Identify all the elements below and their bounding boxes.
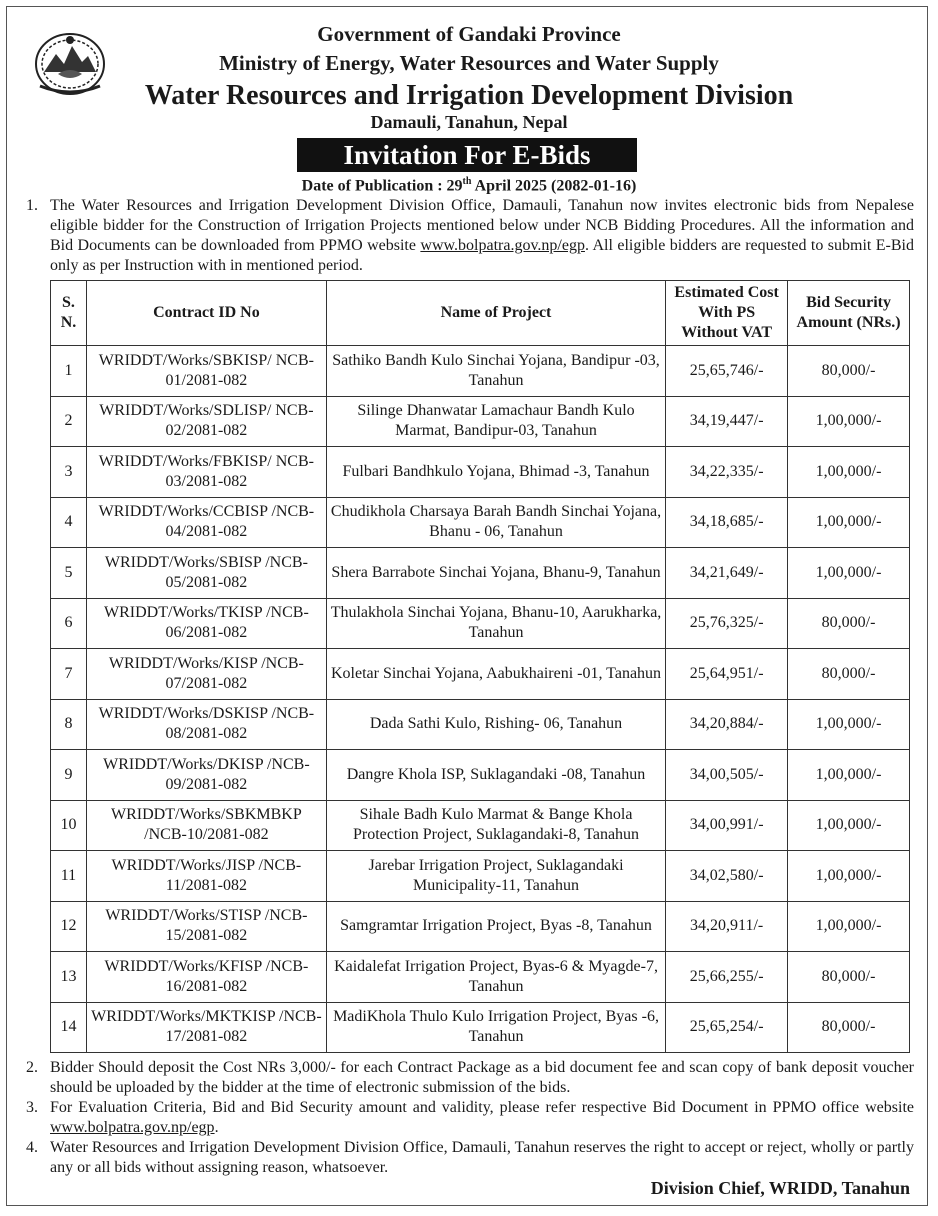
- cell-cost: 25,65,254/-: [666, 1002, 788, 1053]
- cell-security: 80,000/-: [788, 598, 910, 649]
- header-contract-id: Contract ID No: [86, 281, 326, 346]
- cell-project-name: MadiKhola Thulo Kulo Irrigation Project, Byas -6, Tanahun: [326, 1002, 665, 1053]
- table-row: [51, 952, 910, 1003]
- cell-security: 80,000/-: [788, 649, 910, 700]
- header-project-name: Name of Project: [326, 281, 665, 346]
- cell-cost: 25,66,255/-: [666, 952, 788, 1003]
- table-row: [51, 800, 910, 851]
- paragraph-2: 2. Bidder Should deposit the Cost NRs 3,000/- for each Contract Package as a bid document fee and scan copy of bank deposit voucher should be uploaded by the bidder at the time of electronic submission of the bids.: [26, 1059, 914, 1096]
- cell-sn: 9: [51, 750, 87, 801]
- publication-date: Date of Publication : 29th April 2025 (2082-01-16): [301, 176, 637, 195]
- cell-project-name: Samgramtar Irrigation Project, Byas -8, Tanahun: [326, 901, 665, 952]
- cell-cost: 25,64,951/-: [666, 649, 788, 700]
- table-row: [51, 750, 910, 801]
- header-sn: S. N.: [51, 281, 87, 346]
- table-row: [51, 699, 910, 750]
- cell-contract-id: WRIDDT/Works/SDLISP/ NCB-02/2081-082: [86, 396, 326, 447]
- ppmo-link-2[interactable]: www.bolpatra.gov.np/egp: [50, 1119, 215, 1136]
- cell-contract-id: WRIDDT/Works/STISP /NCB-15/2081-082: [86, 901, 326, 952]
- header-ministry: Ministry of Energy, Water Resources and Water Supply: [219, 51, 719, 75]
- cell-project-name: Shera Barrabote Sinchai Yojana, Bhanu-9, Tanahun: [326, 548, 665, 599]
- cell-security: 80,000/-: [788, 346, 910, 397]
- cell-project-name: Chudikhola Charsaya Barah Bandh Sinchai Yojana, Bhanu - 06, Tanahun: [326, 497, 665, 548]
- table-row: [51, 447, 910, 498]
- cell-sn: 2: [51, 396, 87, 447]
- cell-sn: 6: [51, 598, 87, 649]
- cell-security: 80,000/-: [788, 952, 910, 1003]
- cell-cost: 34,18,685/-: [666, 497, 788, 548]
- header-government: Government of Gandaki Province: [317, 22, 621, 46]
- cell-cost: 34,19,447/-: [666, 396, 788, 447]
- bids-table: [50, 280, 910, 1053]
- table-row: [51, 396, 910, 447]
- header-bid-security: Bid Security Amount (NRs.): [788, 281, 910, 346]
- cell-cost: 34,20,911/-: [666, 901, 788, 952]
- cell-contract-id: WRIDDT/Works/FBKISP/ NCB-03/2081-082: [86, 447, 326, 498]
- cell-contract-id: WRIDDT/Works/KISP /NCB-07/2081-082: [86, 649, 326, 700]
- cell-project-name: Kaidalefat Irrigation Project, Byas-6 & Myagde-7, Tanahun: [326, 952, 665, 1003]
- cell-contract-id: WRIDDT/Works/CCBISP /NCB-04/2081-082: [86, 497, 326, 548]
- signature: Division Chief, WRIDD, Tanahun: [650, 1178, 910, 1198]
- table-row: [51, 901, 910, 952]
- cell-contract-id: WRIDDT/Works/KFISP /NCB-16/2081-082: [86, 952, 326, 1003]
- cell-security: 1,00,000/-: [788, 699, 910, 750]
- cell-project-name: Sathiko Bandh Kulo Sinchai Yojana, Bandipur -03, Tanahun: [326, 346, 665, 397]
- paragraph-4: 4. Water Resources and Irrigation Development Division Office, Damauli, Tanahun reserves the right to accept or reject, wholly or partly any or all bids without assigning reason, whatsoever.: [26, 1139, 914, 1176]
- cell-security: 1,00,000/-: [788, 851, 910, 902]
- cell-sn: 3: [51, 447, 87, 498]
- table-row: [51, 1002, 910, 1053]
- cell-sn: 10: [51, 800, 87, 851]
- cell-sn: 12: [51, 901, 87, 952]
- cell-cost: 34,20,884/-: [666, 699, 788, 750]
- cell-security: 80,000/-: [788, 1002, 910, 1053]
- cell-security: 1,00,000/-: [788, 548, 910, 599]
- cell-cost: 25,76,325/-: [666, 598, 788, 649]
- cell-security: 1,00,000/-: [788, 497, 910, 548]
- cell-sn: 4: [51, 497, 87, 548]
- cell-project-name: Jarebar Irrigation Project, Suklagandaki Municipality-11, Tanahun: [326, 851, 665, 902]
- paragraph-3: 3. For Evaluation Criteria, Bid and Bid Security amount and validity, please refer respective Bid Document in PPMO office website www.bolpatra.gov.np/egp.: [26, 1099, 914, 1136]
- header-division: Water Resources and Irrigation Development Division: [144, 80, 794, 111]
- cell-cost: 25,65,746/-: [666, 346, 788, 397]
- table-row: [51, 548, 910, 599]
- cell-security: 1,00,000/-: [788, 901, 910, 952]
- cell-cost: 34,21,649/-: [666, 548, 788, 599]
- cell-sn: 8: [51, 699, 87, 750]
- table-row: [51, 649, 910, 700]
- cell-sn: 11: [51, 851, 87, 902]
- cell-cost: 34,02,580/-: [666, 851, 788, 902]
- cell-sn: 14: [51, 1002, 87, 1053]
- cell-contract-id: WRIDDT/Works/SBKISP/ NCB-01/2081-082: [86, 346, 326, 397]
- paragraph-1: 1. The Water Resources and Irrigation Development Division Office, Damauli, Tanahun now invites electronic bids from Nepalese eligible bidder for the Construction of Irrigation Projects mentioned below under NCB Bidding Procedures. All the information and Bid Documents can be downloaded from PPMO website www.bolpatra.gov.np/egp. All eligible bidders are requested to submit E-Bid only as per Instruction with in mentioned period.: [26, 197, 914, 274]
- header-location: Damauli, Tanahun, Nepal: [370, 112, 568, 132]
- cell-security: 1,00,000/-: [788, 447, 910, 498]
- table-row: [51, 851, 910, 902]
- table-row: [51, 497, 910, 548]
- cell-cost: 34,00,505/-: [666, 750, 788, 801]
- table-header-row: [51, 281, 910, 346]
- cell-contract-id: WRIDDT/Works/MKTKISP /NCB-17/2081-082: [86, 1002, 326, 1053]
- cell-project-name: Thulakhola Sinchai Yojana, Bhanu-10, Aarukharka, Tanahun: [326, 598, 665, 649]
- cell-contract-id: WRIDDT/Works/DKISP /NCB-09/2081-082: [86, 750, 326, 801]
- cell-contract-id: WRIDDT/Works/DSKISP /NCB-08/2081-082: [86, 699, 326, 750]
- cell-contract-id: WRIDDT/Works/JISP /NCB-11/2081-082: [86, 851, 326, 902]
- table-row: [51, 346, 910, 397]
- cell-sn: 5: [51, 548, 87, 599]
- cell-project-name: Koletar Sinchai Yojana, Aabukhaireni -01, Tanahun: [326, 649, 665, 700]
- cell-security: 1,00,000/-: [788, 750, 910, 801]
- cell-sn: 7: [51, 649, 87, 700]
- table-row: [51, 598, 910, 649]
- cell-project-name: Fulbari Bandhkulo Yojana, Bhimad -3, Tanahun: [326, 447, 665, 498]
- cell-contract-id: WRIDDT/Works/SBKMBKP /NCB-10/2081-082: [86, 800, 326, 851]
- cell-security: 1,00,000/-: [788, 800, 910, 851]
- cell-project-name: Dada Sathi Kulo, Rishing- 06, Tanahun: [326, 699, 665, 750]
- cell-contract-id: WRIDDT/Works/SBISP /NCB-05/2081-082: [86, 548, 326, 599]
- cell-cost: 34,22,335/-: [666, 447, 788, 498]
- cell-cost: 34,00,991/-: [666, 800, 788, 851]
- page-title: Invitation For E-Bids: [297, 138, 637, 172]
- cell-project-name: Sihale Badh Kulo Marmat & Bange Khola Protection Project, Suklagandaki-8, Tanahun: [326, 800, 665, 851]
- header-estimated-cost: Estimated Cost With PS Without VAT: [666, 281, 788, 346]
- cell-sn: 1: [51, 346, 87, 397]
- ppmo-link[interactable]: www.bolpatra.gov.np/egp: [420, 237, 585, 254]
- cell-sn: 13: [51, 952, 87, 1003]
- cell-project-name: Silinge Dhanwatar Lamachaur Bandh Kulo Marmat, Bandipur-03, Tanahun: [326, 396, 665, 447]
- cell-contract-id: WRIDDT/Works/TKISP /NCB-06/2081-082: [86, 598, 326, 649]
- cell-project-name: Dangre Khola ISP, Suklagandaki -08, Tanahun: [326, 750, 665, 801]
- cell-security: 1,00,000/-: [788, 396, 910, 447]
